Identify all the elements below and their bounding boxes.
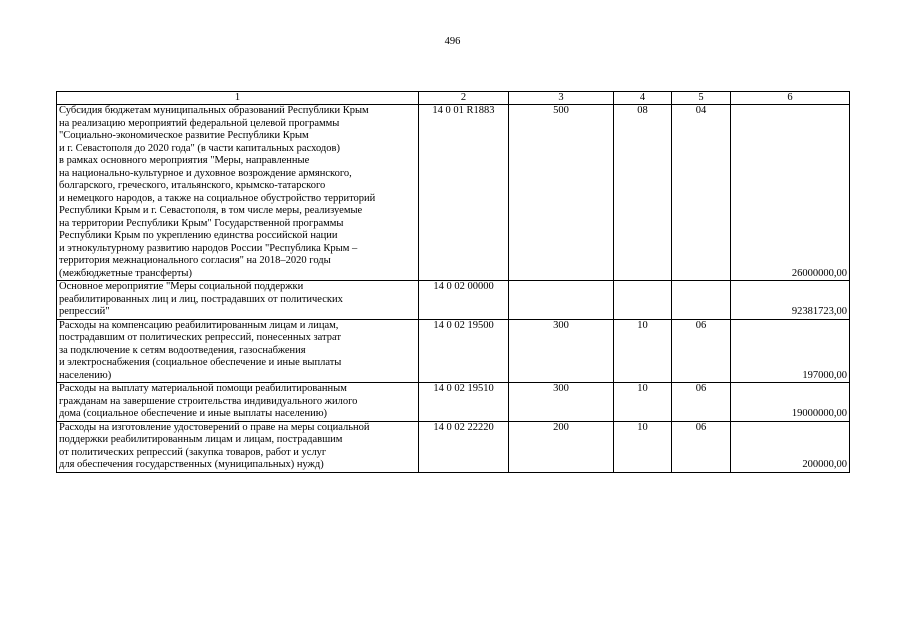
table-row — [57, 105, 850, 281]
row-amount: 19000000,00 — [731, 383, 850, 422]
row-col3: 200 — [509, 421, 614, 472]
row-code: 14 0 02 00000 — [419, 281, 509, 320]
row-col4: 10 — [614, 319, 672, 383]
row-col4 — [614, 281, 672, 320]
table-row — [57, 319, 850, 383]
row-col5: 06 — [672, 421, 731, 472]
column-header-6: 6 — [731, 92, 850, 105]
row-name: Основное мероприятие "Меры социальной поддержки реабилитированных лиц и лиц, пострадавших от политических репрессий" — [57, 281, 419, 320]
row-amount: 200000,00 — [731, 421, 850, 472]
budget-table — [56, 91, 850, 473]
row-code: 14 0 02 19500 — [419, 319, 509, 383]
row-code: 14 0 01 R1883 — [419, 105, 509, 281]
row-name: Расходы на выплату материальной помощи реабилитированным гражданам на завершение строительства индивидуального жилого дома (социальное обеспечение и иные выплаты населению) — [57, 383, 419, 422]
row-col3 — [509, 281, 614, 320]
row-col5: 04 — [672, 105, 731, 281]
column-header-1: 1 — [57, 92, 419, 105]
page-number: 496 — [444, 36, 461, 47]
row-amount: 92381723,00 — [731, 281, 850, 320]
row-col5: 06 — [672, 319, 731, 383]
column-header-2: 2 — [419, 92, 509, 105]
row-col3: 300 — [509, 319, 614, 383]
row-col4: 08 — [614, 105, 672, 281]
column-header-4: 4 — [614, 92, 672, 105]
table-header-row — [57, 92, 850, 105]
row-code: 14 0 02 19510 — [419, 383, 509, 422]
row-name: Субсидия бюджетам муниципальных образований Республики Крым на реализацию мероприятий федеральной целевой программы "Социально-экономическое развитие Республики Крым и г. Севастополя до 2020 года" (в части капитальных расходов) в рамках основного мероприятия "Меры, направленные на национально-культурное и духовное возрождение армянского, болгарского, греческого, итальянского, крымско-татарского и немецкого народов, а также на социальное обустройство территорий Республики Крым и г. Севастополя, в том числе меры, реализуемые на территории Республики Крым" Государственной программы Республики Крым по укреплению единства российской нации и этнокультурному развитию народов России "Республика Крым – территория межнационального согласия" на 2018–2020 годы (межбюджетные трансферты) — [57, 105, 419, 281]
row-col4: 10 — [614, 383, 672, 422]
row-amount: 26000000,00 — [731, 105, 850, 281]
row-code: 14 0 02 22220 — [419, 421, 509, 472]
row-col4: 10 — [614, 421, 672, 472]
table-row — [57, 421, 850, 472]
row-col3: 300 — [509, 383, 614, 422]
table-row — [57, 281, 850, 320]
table-row — [57, 383, 850, 422]
row-col5: 06 — [672, 383, 731, 422]
column-header-3: 3 — [509, 92, 614, 105]
row-col3: 500 — [509, 105, 614, 281]
row-col5 — [672, 281, 731, 320]
row-amount: 197000,00 — [731, 319, 850, 383]
row-name: Расходы на изготовление удостоверений о праве на меры социальной поддержки реабилитированным лицам и лицам, пострадавшим от политических репрессий (закупка товаров, работ и услуг для обеспечения государственных (муниципальных) нужд) — [57, 421, 419, 472]
row-name: Расходы на компенсацию реабилитированным лицам и лицам, пострадавшим от политических репрессий, понесенных затрат за подключение к сетям водоотведения, газоснабжения и электроснабжения (социальное обеспечение и иные выплаты населению) — [57, 319, 419, 383]
column-header-5: 5 — [672, 92, 731, 105]
